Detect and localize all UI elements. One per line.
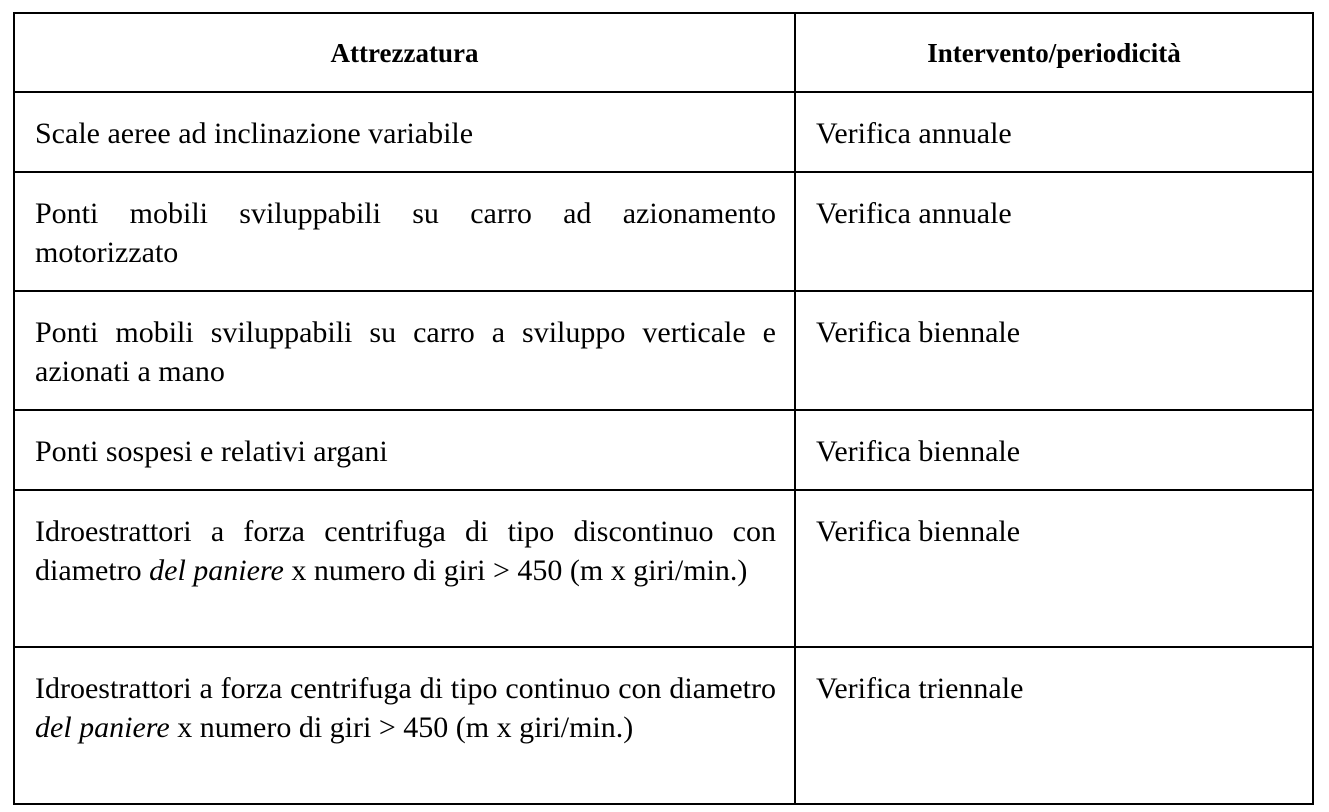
table-row: [14, 647, 1313, 804]
equipment-text-tail: x numero di giri > 450 (m x giri/min.): [283, 554, 748, 587]
table-row: [14, 92, 1313, 172]
equipment-text: Ponti mobili sviluppabili su carro ad azionamento motorizzato: [35, 197, 776, 269]
equipment-text: Ponti sospesi e relativi argani: [35, 435, 388, 468]
equipment-text-italic: del paniere: [35, 711, 170, 744]
intervention-cell: Verifica biennale: [795, 291, 1313, 410]
equipment-text: Idroestrattori a forza centrifuga di tipo discontinuo con diametro: [35, 515, 776, 587]
table-row: [14, 291, 1313, 410]
equipment-text-italic: del paniere: [149, 554, 284, 587]
equipment-table: [13, 12, 1314, 805]
table-header-row: [14, 13, 1313, 92]
equipment-text: Ponti mobili sviluppabili su carro a sviluppo verticale e azionati a mano: [35, 316, 776, 388]
equipment-text-tail: x numero di giri > 450 (m x giri/min.): [169, 711, 634, 744]
equipment-cell: [14, 92, 795, 172]
equipment-cell: [14, 647, 795, 804]
table-row: [14, 410, 1313, 490]
intervention-cell: Verifica annuale: [795, 92, 1313, 172]
equipment-cell: [14, 410, 795, 490]
table-row: [14, 172, 1313, 291]
header-equipment: Attrezzatura: [14, 13, 795, 92]
header-intervention: Intervento/periodicità: [795, 13, 1313, 92]
intervention-cell: Verifica biennale: [795, 490, 1313, 647]
equipment-cell: [14, 490, 795, 647]
equipment-text: Scale aeree ad inclinazione variabile: [35, 117, 474, 150]
intervention-cell: Verifica triennale: [795, 647, 1313, 804]
equipment-cell: [14, 291, 795, 410]
intervention-cell: Verifica annuale: [795, 172, 1313, 291]
equipment-cell: [14, 172, 795, 291]
table-row: [14, 490, 1313, 647]
equipment-text: Idroestrattori a forza centrifuga di tipo continuo con diametro: [35, 672, 776, 705]
intervention-cell: Verifica biennale: [795, 410, 1313, 490]
